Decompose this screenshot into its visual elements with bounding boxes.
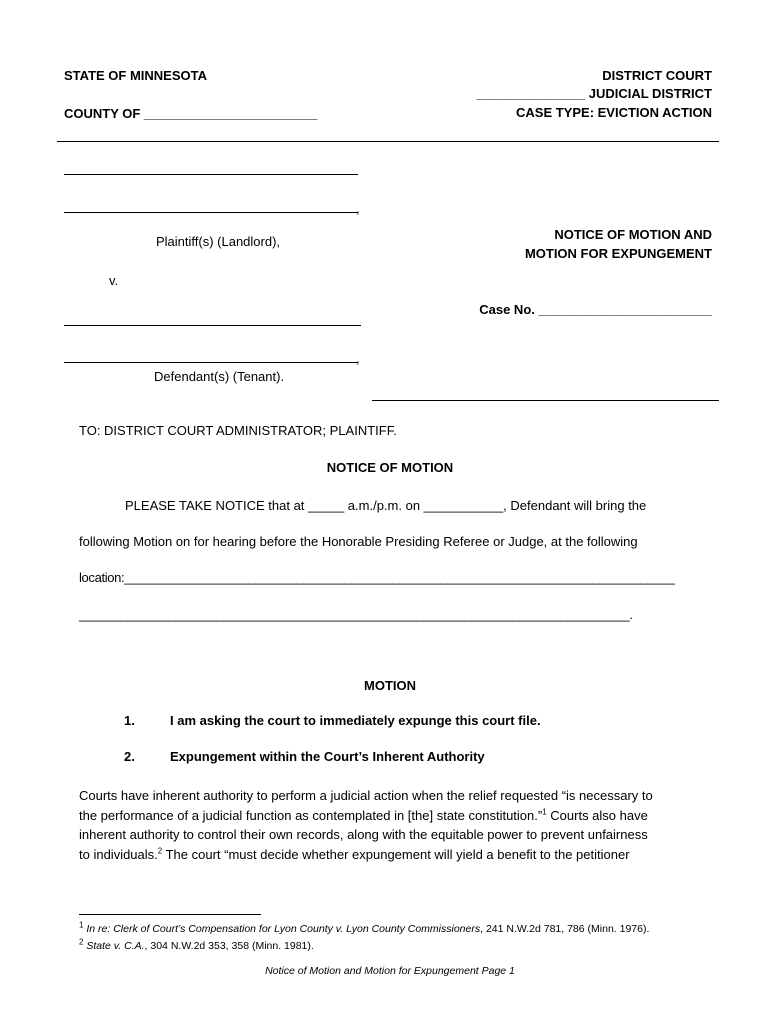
motion-item-1-text: I am asking the court to immediately expunge this court file. — [170, 713, 541, 728]
document-title-line-1: NOTICE OF MOTION AND — [554, 227, 712, 242]
footnote-2-number: 2 — [79, 937, 84, 947]
footnote-2-case-name: State v. C.A. — [86, 940, 145, 952]
plaintiff-name-line-2 — [64, 212, 358, 213]
notice-location-line: location:________________________________________________________________________________ — [79, 570, 675, 585]
notice-line-2: following Motion on for hearing before the Honorable Presiding Referee or Judge, at the following — [79, 534, 638, 549]
defendant-name-line-1 — [64, 325, 361, 326]
paragraph-line-2 — [79, 806, 701, 826]
footnote-2-citation: , 304 N.W.2d 353, 358 (Minn. 1981). — [144, 940, 314, 952]
caption-top-rule — [57, 141, 719, 142]
versus-label: v. — [109, 273, 119, 288]
plaintiff-name-line-1 — [64, 174, 358, 175]
footnote-1-citation: , 241 N.W.2d 781, 786 (Minn. 1976). — [480, 923, 650, 935]
motion-item-2-number: 2. — [124, 749, 135, 764]
inherent-authority-paragraph — [79, 786, 701, 864]
notice-line-1: PLEASE TAKE NOTICE that at _____ a.m./p.m. on ___________, Defendant will bring the — [125, 498, 647, 513]
case-type-label: CASE TYPE: EVICTION ACTION — [516, 105, 712, 120]
paragraph-line-4 — [79, 845, 701, 865]
paragraph-line-4-rest: The court “must decide whether expungement will yield a benefit to the petitioner — [162, 846, 630, 862]
paragraph-line-4-text: to individuals. — [79, 846, 158, 862]
defendant-name-line-2 — [64, 362, 358, 363]
footnote-separator — [79, 914, 261, 915]
county-field: COUNTY OF ________________________ — [64, 106, 318, 121]
document-title-line-2: MOTION FOR EXPUNGEMENT — [524, 246, 712, 261]
footnote-1-case-name: In re: Clerk of Court’s Compensation for Lyon County v. Lyon County Commissioners — [86, 923, 481, 935]
paragraph-line-2-rest: Courts also have — [546, 807, 648, 823]
case-number-field: Case No. ________________________ — [479, 302, 712, 317]
footnote-2 — [79, 937, 314, 952]
caption-bottom-rule — [372, 400, 719, 401]
plaintiff-label: Plaintiff(s) (Landlord), — [156, 234, 281, 249]
judicial-district-field: _______________ JUDICIAL DISTRICT — [476, 86, 712, 101]
addressee-line: TO: DISTRICT COURT ADMINISTRATOR; PLAINTIFF. — [79, 423, 397, 438]
page-footer: Notice of Motion and Motion for Expungement Page 1 — [265, 965, 515, 977]
paragraph-line-2-text: the performance of a judicial function as contemplated in [the] state constitution.” — [79, 807, 543, 823]
motion-heading: MOTION — [364, 678, 416, 693]
notice-location-line-2: ________________________________________________________________________________. — [79, 607, 633, 622]
defendant-label: Defendant(s) (Tenant). — [154, 369, 285, 384]
paragraph-line-1: Courts have inherent authority to perform a judicial action when the relief requested “is necessary to — [79, 788, 653, 803]
defendant-comma: , — [356, 351, 360, 366]
court-label: DISTRICT COURT — [602, 68, 712, 83]
footnote-ref-1: 1 — [542, 807, 547, 817]
state-label: STATE OF MINNESOTA — [64, 68, 207, 83]
footnote-1 — [79, 920, 650, 935]
footnote-ref-2: 2 — [157, 846, 163, 856]
paragraph-line-3: inherent authority to control their own records, along with the equitable power to prevent unfairness — [79, 827, 648, 842]
notice-heading: NOTICE OF MOTION — [326, 460, 454, 475]
plaintiff-comma: , — [356, 201, 360, 216]
footnote-1-number: 1 — [79, 920, 84, 930]
motion-item-1-number: 1. — [124, 713, 135, 728]
motion-item-2-heading: Expungement within the Court’s Inherent Authority — [170, 749, 485, 764]
